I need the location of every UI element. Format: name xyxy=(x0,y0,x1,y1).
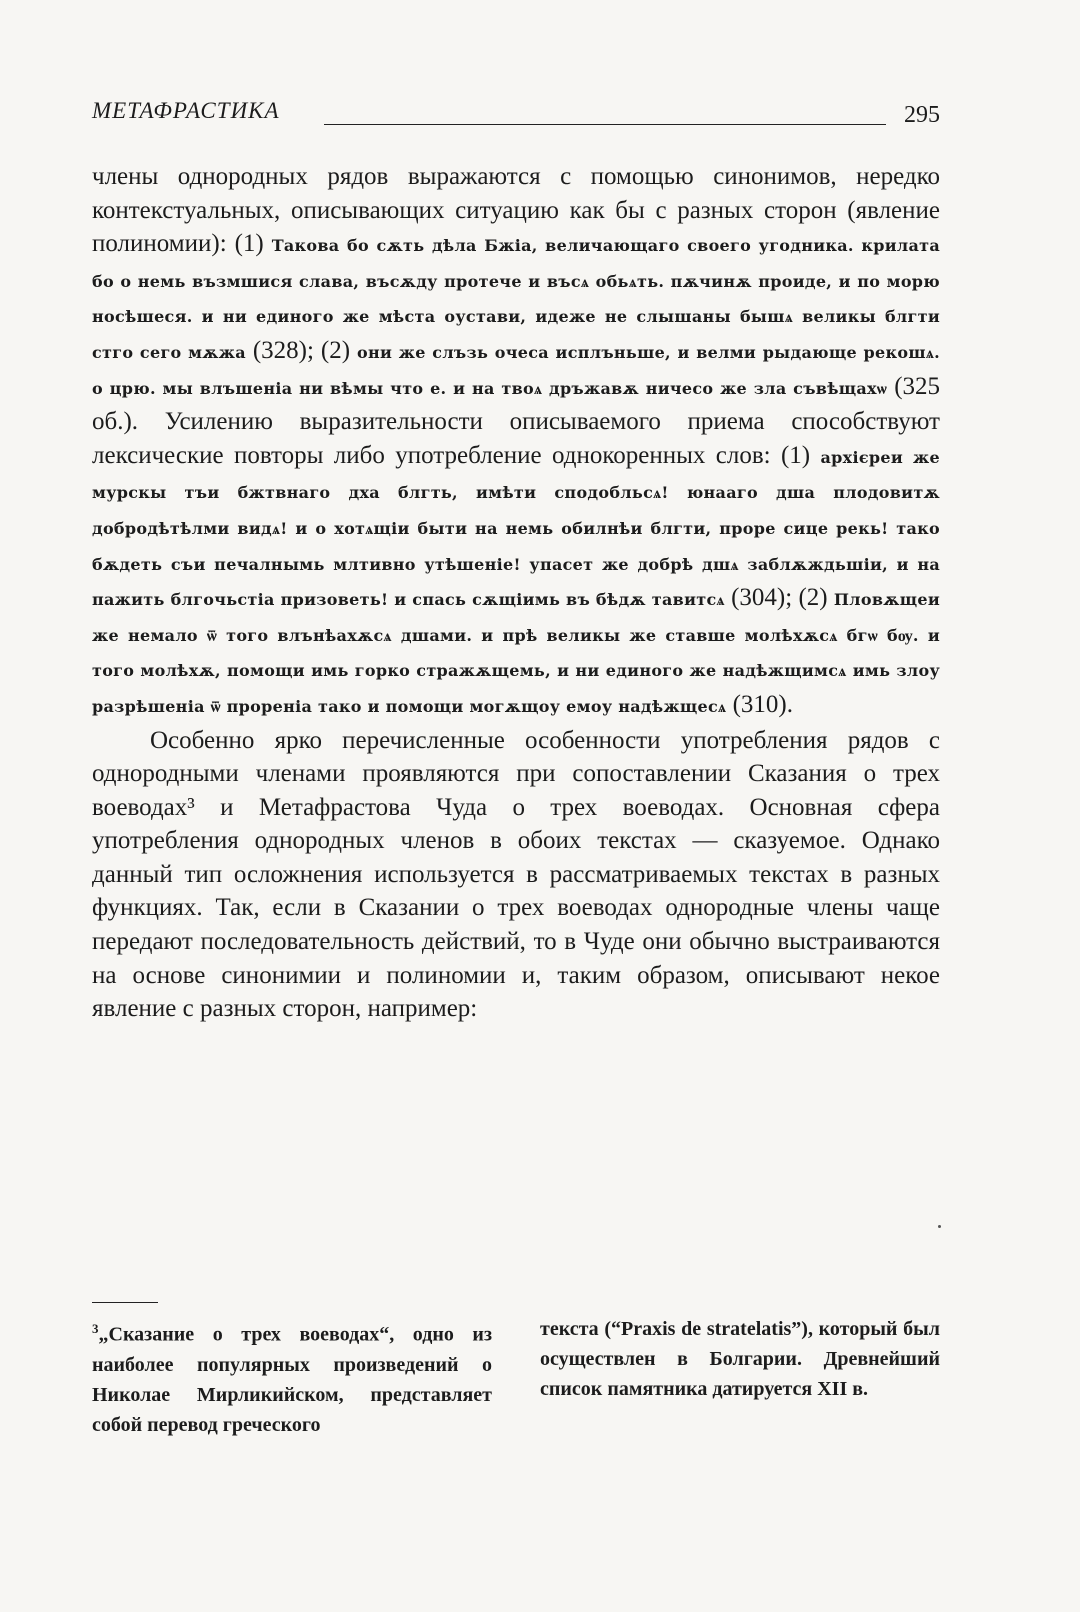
church-slavonic-quote-4: Пловѫщеи же немало ѿ того влънѣахѫсѧ дшами. и прѣ великы же ставше молѣхѫсѧ бгѡ бѹ. и того молѣхѫ, помощи имь горко стражѫщемь, и ни единого же надѣжщимсѧ имь злоу разрѣшеніа ѿ прореніа тако и помощи могѫщоу емоу надѣжщесѧ xyxy=(92,590,940,716)
page xyxy=(92,94,940,1026)
church-slavonic-quote-2: они же слъзь очеса исплъньше, и велми рыдающе рекошѧ. о црю. мы влъшеніа ни вѣмы что е. и на твоѧ дръжавѫ ничесо же зла съвѣщахѡ xyxy=(92,342,940,398)
footnote-marker: 3 xyxy=(92,1321,99,1336)
p1-text: члены однородных рядов выражаются с помощью синонимов, нередко контекстуальных, описывающих ситуацию как бы с разных сторон (явление полиномии): (1) xyxy=(92,163,940,258)
header-rule xyxy=(324,124,886,125)
church-slavonic-quote-3: архієреи же мурскы тъи бжтвнаго дха блгть, имѣти сподобльсѧ! юнааго дша плодовитѫ добродѣтѣлми видѧ! и о хотѧщіи быти на немь обилнѣи блгти, проре сице рекь! тако бѫдеть съи печалнымь млтивно утѣшеніе! упасет же добрѣ дшѧ заблѫждьшіи, и на пажить блгочьстіа призоветь! и спась сѫщіимь въ бѣдѫ тавитсѧ xyxy=(92,447,940,610)
p1-reference-3: (304); (2) xyxy=(731,584,828,612)
p1-reference-2: (325 об.). Усилению выразительности описываемого приема способствуют лексические повторы либо употребление однокоренных слов: (1) xyxy=(92,372,941,469)
footnote-column-2: текста (“Praxis de stratelatis”), который был осуществлен в Болгарии. Древнейший список памятника датируется XII в. xyxy=(540,1318,940,1400)
running-title: МЕТАФРАСТИКА xyxy=(92,98,280,123)
body-text xyxy=(92,160,940,1026)
p1-reference-4: (310). xyxy=(732,690,793,718)
running-header xyxy=(92,94,940,130)
footnote xyxy=(92,1314,940,1440)
footnote-text-1: „Сказание о трех воеводах“, одно из наиболее популярных произведений о Николае Мирликийском, представляет собой перевод греческого xyxy=(92,1323,492,1436)
stray-dot xyxy=(938,1225,941,1228)
footnote-rule xyxy=(92,1302,158,1303)
paragraph-1 xyxy=(92,160,940,724)
page-number: 295 xyxy=(904,102,940,128)
paragraph-2: Особенно ярко перечисленные особенности употребления рядов с однородными членами проявляются при сопоставлении Сказания о трех воеводах³ и Метафрастова Чуда о трех воеводах. Основная сфера употребления однородных членов в обоих текстах — сказуемое. Однако данный тип осложнения используется в рассматриваемых текстах в разных функциях. Так, если в Сказании о трех воеводах однородные члены чаще передают последовательность действий, то в Чуде они обычно выстраиваются на основе синонимии и полиномии и, таким образом, описывают некое явление с разных сторон, например: xyxy=(92,726,940,1023)
footnote-column-1 xyxy=(92,1314,492,1440)
p1-reference-1: (328); (2) xyxy=(252,336,351,364)
church-slavonic-quote-1: Такова бо сѫть дѣла Бжіа, величающаго своего угодника. крилата бо о немь възмшися слава, въсѫду протече и въсѧ обьѧть. пѫчинѫ проиде, и по морю носѣшеся. и ни единого же мѣста оустави, идеже не слышаны бышѧ великы блгти стго сего мѫжа xyxy=(92,236,940,362)
